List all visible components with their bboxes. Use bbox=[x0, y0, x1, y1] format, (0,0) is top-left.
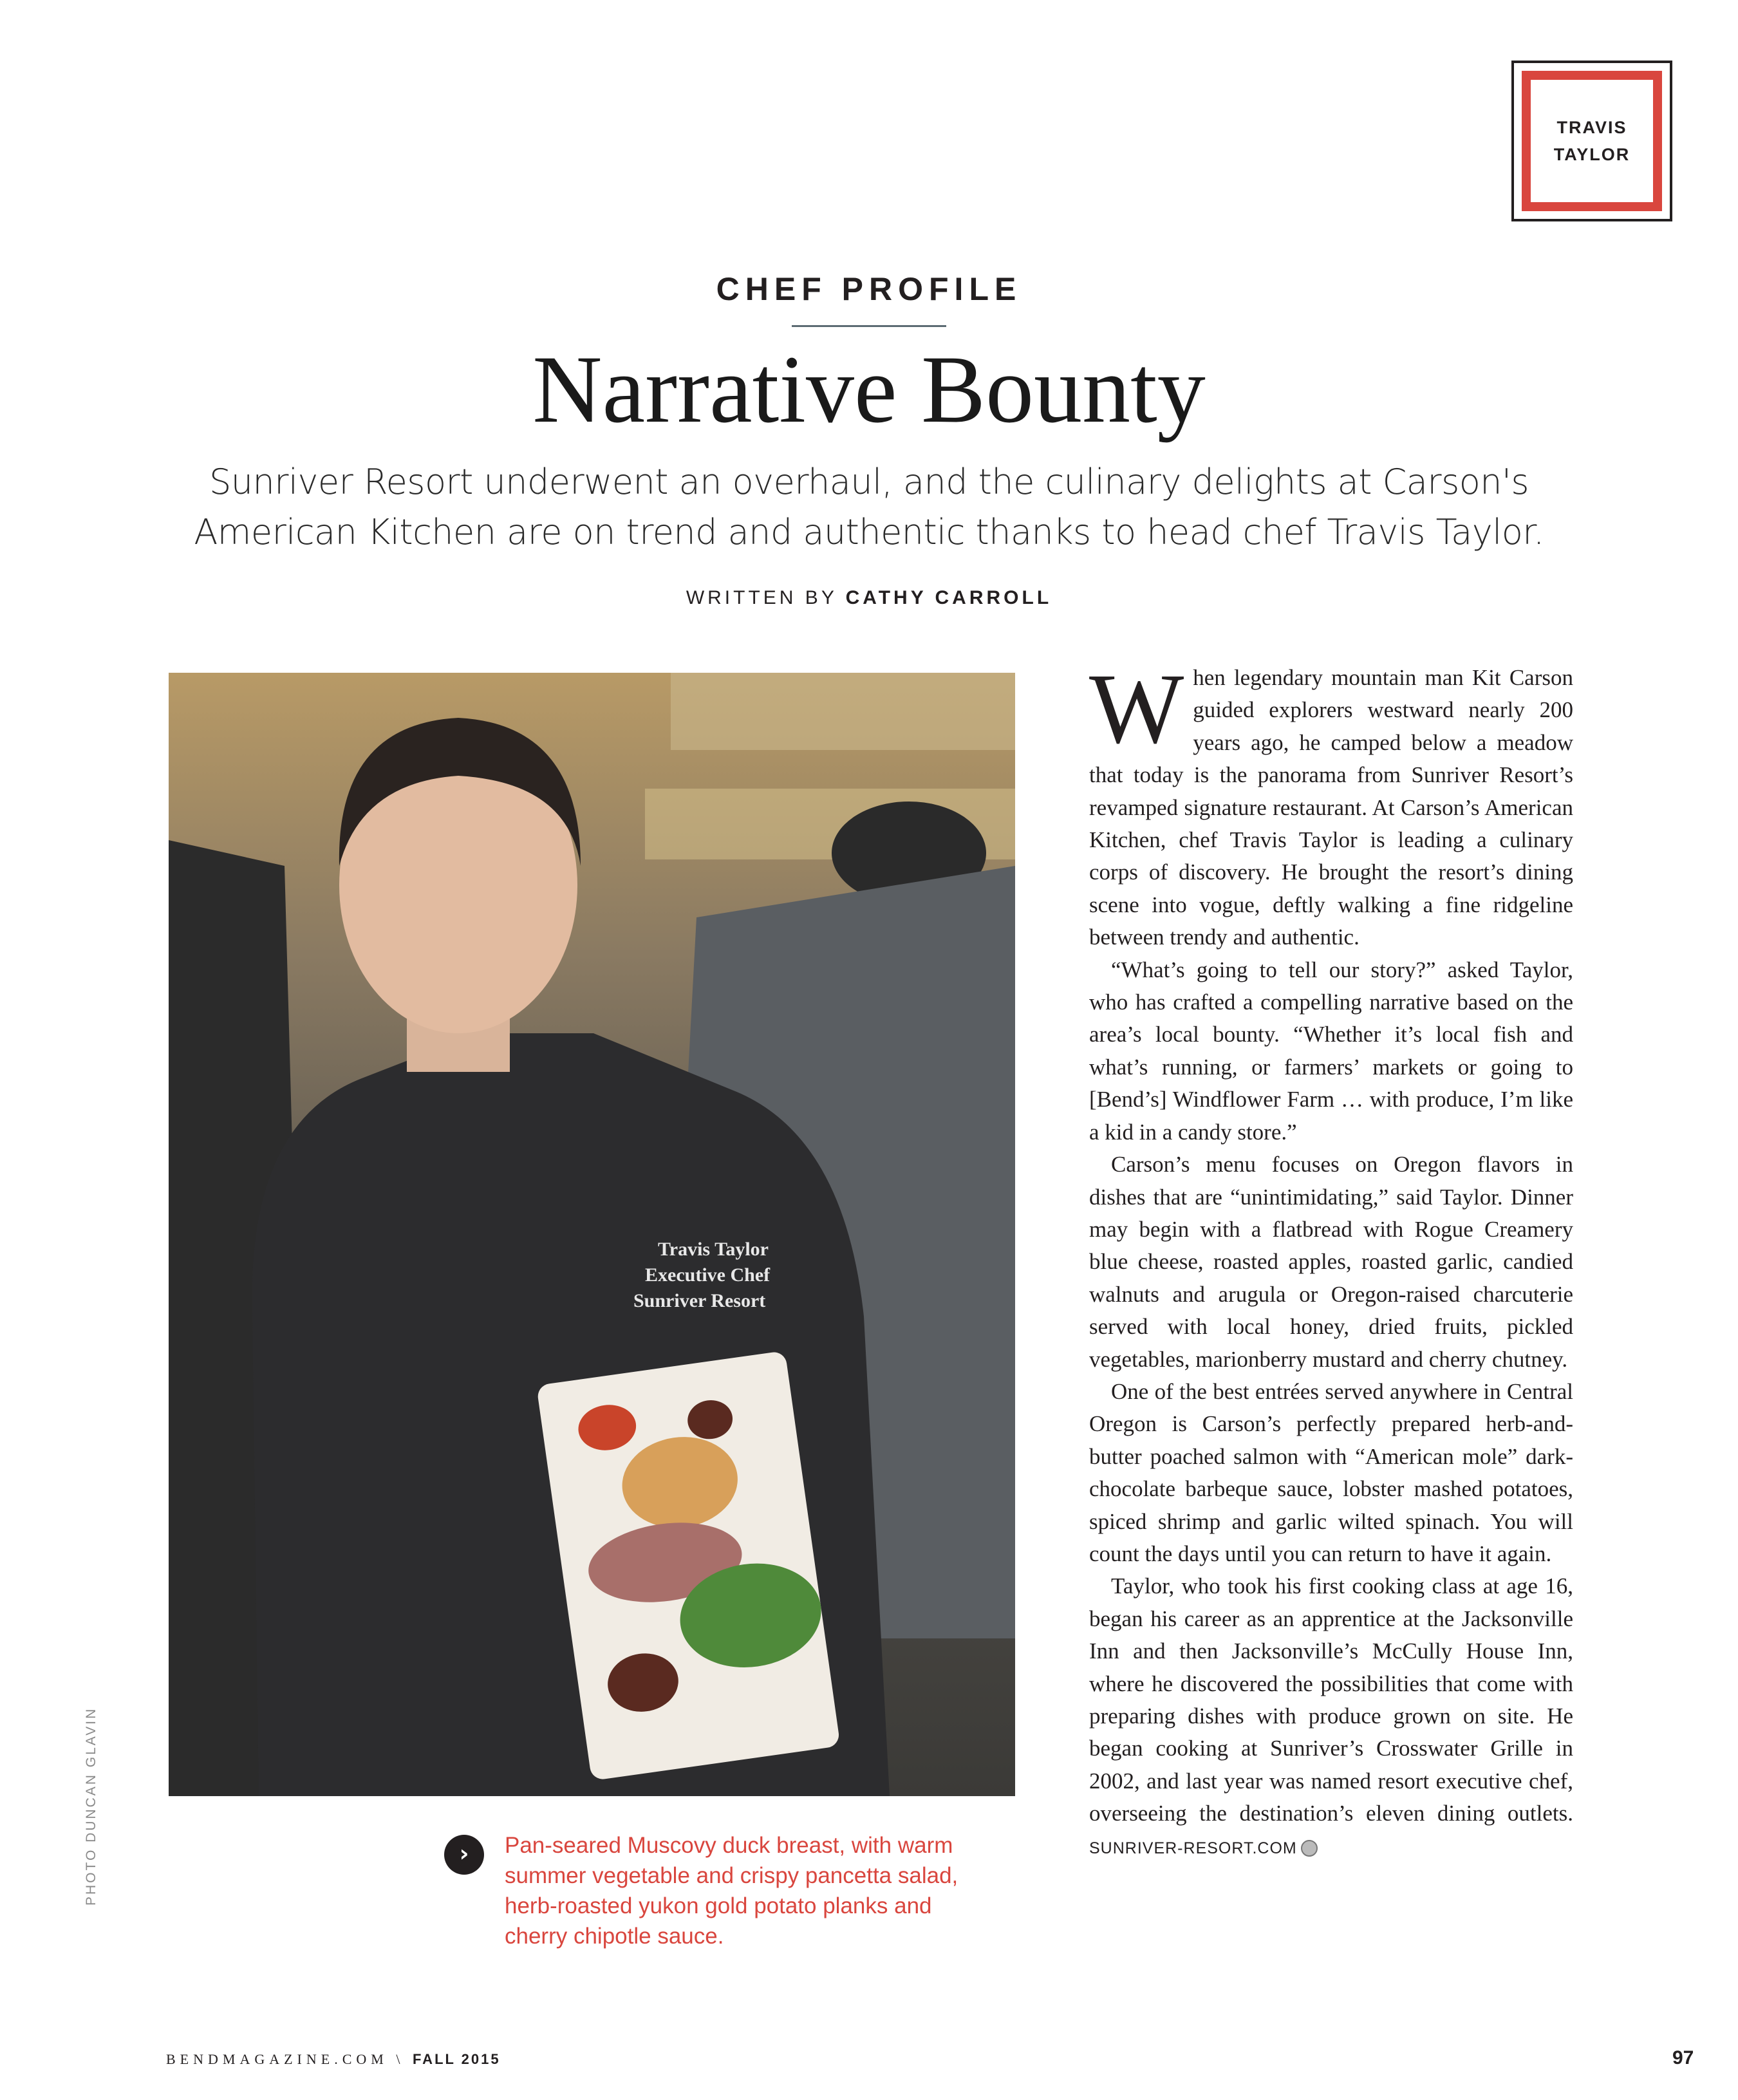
name-box bbox=[1511, 61, 1672, 221]
chef-photo-illustration bbox=[169, 673, 1015, 1796]
drop-cap: W bbox=[1089, 653, 1184, 764]
dek bbox=[129, 457, 1609, 558]
section-kicker: CHEF PROFILE bbox=[716, 271, 1022, 307]
chevron-right-icon: › bbox=[444, 1835, 484, 1875]
name-box-line2: TAYLOR bbox=[1553, 145, 1631, 164]
chef-photo bbox=[169, 673, 1015, 1796]
kicker-divider bbox=[792, 325, 946, 327]
footer-site bbox=[166, 2051, 501, 2068]
headline: Narrative Bounty bbox=[532, 336, 1206, 443]
paragraph-1-text: hen legendary mountain man Kit Carson guided explorers westward nearly 200 years ago, he camped below a meadow that today is the panorama from Sunriver Resort’s revamped signature restaurant. At Carson’s American Kitchen, chef Travis Taylor is leading a culinary corps of discovery. He brought the resort’s dining scene into vogue, deftly walking a fine ridgeline between trendy and authentic. bbox=[1089, 665, 1573, 950]
paragraph-4: One of the best entrées served anywhere in Central Oregon is Carson’s perfectly prepared herb-and-butter poached salmon with “American mole” dark-chocolate barbeque sauce, lobster mashed potatoes, spiced shrimp and garlic wilted spinach. You will count the days until you can return to have it again. bbox=[1089, 1378, 1573, 1566]
paragraph-2: “What’s going to tell our story?” asked Taylor, who has crafted a compelling narrative based on the area’s local bounty. “Whether it’s local fish and what’s running, or farmers’ markets or going to [Bend’s] Windflower Farm … with produce, I’m like a kid in a candy store.” bbox=[1089, 957, 1573, 1145]
footer-site-name: BENDMAGAZINE.COM \ bbox=[166, 2051, 413, 2067]
paragraph-1 bbox=[1089, 653, 1573, 954]
website-link[interactable]: SUNRIVER-RESORT.COM bbox=[1089, 1839, 1297, 1857]
paragraph-3: Carson’s menu focuses on Oregon flavors in dishes that are “unintimidating,” said Taylor. Dinner may begin with a flatbread with Rogue Creamery blue cheese, roasted apples, roasted garlic, candied walnuts and arugula or Oregon-raised charcuterie served with local honey, dried fruits, pickled vegetables, marionberry mustard and cherry chutney. bbox=[1089, 1152, 1573, 1372]
embroidery-line2: Executive Chef bbox=[645, 1264, 771, 1286]
end-mark-icon bbox=[1301, 1840, 1318, 1857]
dek-line2: American Kitchen are on trend and authentic thanks to head chef Travis Taylor. bbox=[194, 512, 1544, 552]
photo-credit: PHOTO DUNCAN GLAVIN bbox=[84, 1707, 98, 1906]
byline bbox=[0, 587, 1738, 609]
photo-caption: Pan-seared Muscovy duck breast, with warm summer vegetable and crispy pancetta salad, herb-roasted yukon gold potato planks and cherry chipotle sauce. bbox=[505, 1833, 958, 1949]
name-box-inner bbox=[1522, 71, 1662, 211]
dek-line1: Sunriver Resort underwent an overhaul, and the culinary delights at Carson's bbox=[209, 462, 1529, 502]
embroidery-line1: Travis Taylor bbox=[658, 1239, 769, 1260]
byline-prefix: WRITTEN BY bbox=[686, 587, 846, 608]
name-box-line1: TRAVIS bbox=[1556, 118, 1627, 137]
paragraph-5 bbox=[1089, 1570, 1573, 1864]
paragraph-5-text: Taylor, who took his first cooking class at age 16, began his career as an apprentice at the Jacksonville Inn and then Jacksonville’s McCully House Inn, where he discovered the possibilities that come with preparing dishes with produce grown on site. He began cooking at Sunriver’s Crosswater Grille in 2002, and last year was named resort executive chef, overseeing the destination’s eleven dining outlets. bbox=[1089, 1573, 1573, 1826]
embroidery-line3: Sunriver Resort bbox=[633, 1290, 766, 1311]
page-number: 97 bbox=[1672, 2047, 1694, 2068]
byline-author: CATHY CARROLL bbox=[845, 587, 1052, 608]
kitchen-hood bbox=[671, 673, 1015, 750]
footer-issue: FALL 2015 bbox=[412, 2051, 501, 2067]
article-body bbox=[1089, 653, 1573, 1864]
